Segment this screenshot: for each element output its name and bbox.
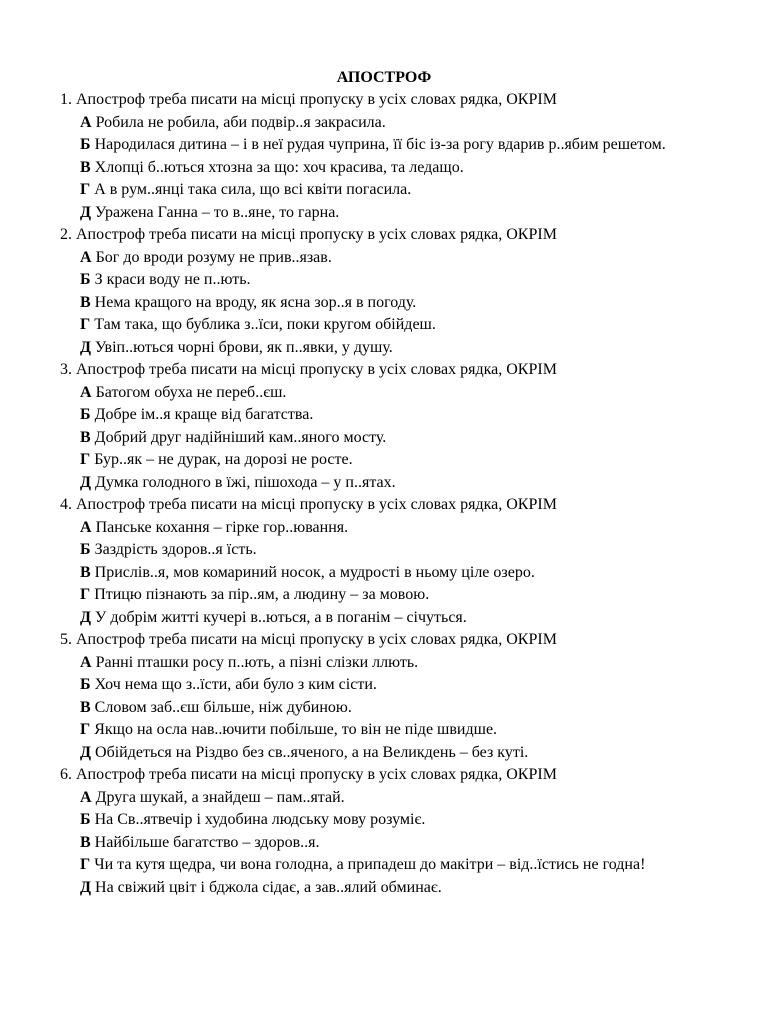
- document-title: АПОСТРОФ: [336, 69, 432, 86]
- answer-option: [60, 292, 708, 315]
- answer-option-text: Словом заб..єш більше, ніж дубиною.: [94, 698, 352, 716]
- answer-option-text: Прислів..я, мов комариний носок, а мудрості в ньому ціле озеро.: [94, 563, 535, 581]
- answer-option: [60, 877, 708, 900]
- answer-option: [60, 674, 708, 697]
- answer-option: [60, 427, 708, 450]
- answer-option-text: Чи та кутя щедра, чи вона голодна, а припадеш до макітри – від..їстись не годна!: [94, 856, 646, 873]
- question-list: [60, 89, 708, 899]
- answer-option-text: Хлопці б..ються хтозна за що: хоч красива, та ледащо.: [94, 158, 464, 176]
- answer-option-letter: Д: [80, 338, 92, 356]
- question-block: [60, 89, 708, 224]
- answer-option-text: На свіжий цвіт і бджола сідає, а зав..ялий обминає.: [95, 878, 442, 896]
- answer-option-text: У добрім житті кучері в..ються, а в поганім – січуться.: [95, 608, 467, 626]
- answer-option-text: Якщо на осла нав..ючити побільше, то він не піде швидше.: [94, 721, 498, 738]
- answer-option-text: З краси воду не п..ють.: [94, 271, 251, 288]
- answer-option-text: Батогом обуха не переб..єш.: [95, 383, 287, 401]
- answer-option-text: Уражена Ганна – то в..яне, то гарна.: [95, 203, 340, 221]
- answer-option-letter: А: [80, 113, 92, 131]
- answer-option-letter: Д: [80, 203, 92, 221]
- answer-option-letter: Д: [80, 878, 92, 896]
- question-header: 5. Апостроф треба писати на місці пропуску в усіх словах рядка, ОКРІМ: [60, 631, 557, 648]
- answer-option-letter: Д: [80, 608, 92, 626]
- answer-option: [60, 517, 708, 540]
- answer-option: [60, 809, 708, 832]
- answer-option-text: Думка голодного в їжі, пішохода – у п..ятах.: [95, 473, 396, 491]
- answer-option-letter: А: [80, 653, 92, 671]
- question-block: [60, 629, 708, 764]
- answer-option-letter: Б: [80, 406, 91, 423]
- answer-option: [60, 247, 708, 270]
- answer-option-letter: А: [80, 788, 92, 806]
- answer-option-letter: Б: [80, 676, 91, 693]
- answer-option: [60, 539, 708, 562]
- answer-option-letter: Б: [80, 541, 91, 558]
- answer-option-text: Друга шукай, а знайдеш – пам..ятай.: [95, 788, 345, 806]
- answer-option-letter: А: [80, 383, 92, 401]
- answer-option-text: Бур..як – не дурак, на дорозі не росте.: [94, 451, 353, 468]
- answer-option-text: А в рум..янці така сила, що всі квіти погасила.: [94, 181, 412, 198]
- answer-option: [60, 854, 708, 877]
- answer-option-text: Обійдеться на Різдво без св..яченого, а на Великдень – без куті.: [95, 743, 529, 761]
- answer-option: [60, 202, 708, 225]
- answer-option: [60, 472, 708, 495]
- answer-option: [60, 337, 708, 360]
- answer-option-letter: В: [80, 563, 91, 581]
- answer-option-text: Увіп..ються чорні брови, як п..явки, у душу.: [95, 338, 393, 356]
- answer-option-text: Бог до вроди розуму не прив..язав.: [95, 248, 332, 266]
- question-header: 3. Апостроф треба писати на місці пропуску в усіх словах рядка, ОКРІМ: [60, 361, 557, 378]
- answer-option-letter: Г: [80, 316, 91, 333]
- question-header: 1. Апостроф треба писати на місці пропуску в усіх словах рядка, ОКРІМ: [60, 91, 557, 108]
- question-block: [60, 359, 708, 494]
- answer-option-letter: Б: [80, 811, 91, 828]
- answer-option-letter: Д: [80, 473, 92, 491]
- answer-option-letter: А: [80, 518, 92, 536]
- question-block: [60, 764, 708, 899]
- question-header: 4. Апостроф треба писати на місці пропуску в усіх словах рядка, ОКРІМ: [60, 496, 557, 513]
- answer-option: [60, 719, 708, 742]
- answer-option-letter: В: [80, 428, 91, 446]
- answer-option-letter: Б: [80, 271, 91, 288]
- answer-option: [60, 404, 708, 427]
- answer-option: [60, 697, 708, 720]
- question-block: [60, 224, 708, 359]
- answer-option-text: Добре ім..я краще від багатства.: [94, 406, 314, 423]
- answer-option: [60, 742, 708, 765]
- answer-option-text: Нема кращого на вроду, як ясна зор..я в погоду.: [94, 293, 417, 311]
- answer-option-letter: Г: [80, 181, 91, 198]
- answer-option: [60, 562, 708, 585]
- answer-option: [60, 832, 708, 855]
- answer-option: [60, 314, 708, 337]
- answer-option-text: Ранні пташки росу п..ють, а пізні слізки ллють.: [95, 653, 419, 671]
- answer-option-letter: В: [80, 698, 91, 716]
- answer-option-text: На Св..ятвечір і худобина людську мову розуміє.: [94, 811, 426, 828]
- answer-option-text: Добрий друг надійніший кам..яного мосту.: [94, 428, 387, 446]
- answer-option: [60, 134, 708, 157]
- answer-option: [60, 449, 708, 472]
- question-header: 2. Апостроф треба писати на місці пропуску в усіх словах рядка, ОКРІМ: [60, 226, 557, 243]
- answer-option-text: Хоч нема що з..їсти, аби було з ким сісти.: [94, 676, 377, 693]
- answer-option-text: Там така, що бублика з..їси, поки кругом обійдеш.: [94, 316, 436, 333]
- answer-option-letter: Г: [80, 856, 91, 873]
- answer-option: [60, 179, 708, 202]
- answer-option-letter: Г: [80, 586, 91, 603]
- answer-option: [60, 269, 708, 292]
- answer-option: [60, 112, 708, 135]
- answer-option-text: Панське кохання – гірке гор..ювання.: [95, 518, 349, 536]
- answer-option-text: Народилася дитина – і в неї рудая чуприна, її біс із-за рогу вдарив р..ябим решетом.: [94, 136, 666, 153]
- answer-option: [60, 584, 708, 607]
- answer-option: [60, 607, 708, 630]
- answer-option-letter: В: [80, 293, 91, 311]
- answer-option-letter: Г: [80, 451, 91, 468]
- answer-option: [60, 157, 708, 180]
- answer-option-letter: Б: [80, 136, 91, 153]
- question-block: [60, 494, 708, 629]
- answer-option-letter: Г: [80, 721, 91, 738]
- answer-option-letter: Д: [80, 743, 92, 761]
- answer-option-letter: В: [80, 833, 91, 851]
- answer-option-letter: А: [80, 248, 92, 266]
- answer-option-text: Заздрість здоров..я їсть.: [94, 541, 257, 558]
- answer-option-letter: В: [80, 158, 91, 176]
- answer-option: [60, 787, 708, 810]
- answer-option: [60, 652, 708, 675]
- answer-option-text: Робила не робила, аби подвір..я закрасила.: [95, 113, 386, 131]
- answer-option-text: Найбільше багатство – здоров..я.: [94, 833, 320, 851]
- answer-option-text: Птицю пізнають за пір..ям, а людину – за мовою.: [94, 586, 430, 603]
- answer-option: [60, 382, 708, 405]
- question-header: 6. Апостроф треба писати на місці пропуску в усіх словах рядка, ОКРІМ: [60, 766, 557, 783]
